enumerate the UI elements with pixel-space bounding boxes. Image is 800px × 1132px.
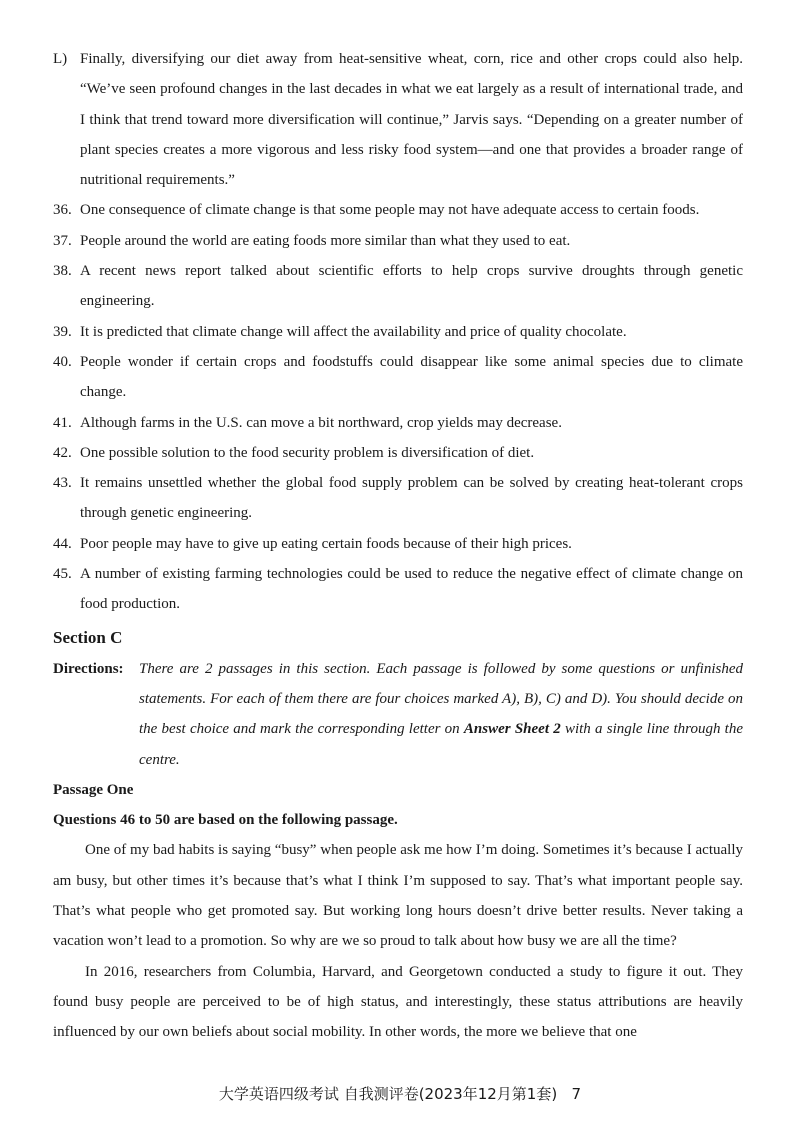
statement-number: 40. [53,353,72,370]
passage-paragraph: One of my bad habits is saying “busy” when people ask me how I’m doing. Sometimes it’s because I actually am busy, but other times it’s because that’s what I think I’m supposed to say. That’s what important people say. That’s what people who get promoted say. But working long hours doesn’t drive better results. Never taking a vacation won’t lead to a promotion. So why are we so proud to talk about how busy we are all the time? [53,842,743,950]
directions-text [139,654,743,775]
statement-text: People around the world are eating foods more similar than what they used to eat. [80,232,571,249]
statement-number: 42. [53,444,72,461]
statement-item [53,559,743,620]
statement-number: 37. [53,232,72,249]
page-content [53,44,743,1048]
statement-number: 38. [53,263,72,280]
statement-number: 36. [53,202,72,219]
statement-number: 41. [53,414,72,431]
directions-part-2: with a single line through the centre. [139,721,744,768]
directions-part-1: There are 2 passages in this section. Each passage is followed by some questions or unfinished statements. For each of them there are four choices marked A), B), C) and D). You should decide on the best choice and mark the corresponding letter on [139,660,743,738]
passage-subtitle: Questions 46 to 50 are based on the following passage. [53,812,398,829]
statement-text: It remains unsettled whether the global food supply problem can be solved by creating heat-tolerant crops through genetic engineering. [80,475,743,522]
statement-item [53,438,743,468]
paragraph-text: Finally, diversifying our diet away from heat-sensitive wheat, corn, rice and other crops could also help. “We’ve seen profound changes in the last decades in what we eat largely as a result of international trade, and I think that trend toward more diversification will continue,” Jarvis says. “Depending on a greater number of plant species creates a more vigorous and less risky food system—and one that provides a broader range of nutritional requirements.” [80,51,743,189]
statement-item [53,317,743,347]
statement-text: People wonder if certain crops and foodstuffs could disappear like some animal species due to climate change. [80,353,743,401]
footer-title: 大学英语四级考试 自我测评卷(2023年12月第1套) [218,1085,558,1103]
statement-text: One consequence of climate change is that some people may not have adequate access to certain foods. [80,202,700,219]
statement-item [53,468,743,529]
statement-number: 44. [53,535,72,552]
directions-label: Directions: [53,660,124,677]
passage-title: Passage One [53,781,134,798]
statement-text: Poor people may have to give up eating certain foods because of their high prices. [80,535,572,552]
statement-text: One possible solution to the food security problem is diversification of diet. [80,444,535,461]
statement-list [53,195,743,619]
statement-number: 43. [53,475,72,492]
statement-item [53,347,743,408]
answer-sheet-ref: Answer Sheet 2 [463,721,561,738]
paragraph-l [53,44,743,195]
statement-number: 45. [53,566,72,583]
statement-item [53,226,743,256]
page-footer [0,1079,800,1109]
statement-item [53,256,743,317]
statement-text: A number of existing farming technologies could be used to reduce the negative effect of climate change on food production. [80,566,743,613]
statement-text: Although farms in the U.S. can move a bit northward, crop yields may decrease. [80,414,562,431]
section-heading: Section C [53,627,123,647]
statement-item [53,529,743,559]
paragraph-label: L) [53,51,68,67]
directions [53,654,743,775]
statement-number: 39. [53,323,72,340]
page-number: 7 [571,1085,582,1103]
statement-text: A recent news report talked about scientific efforts to help crops survive droughts through genetic engineering. [80,263,743,310]
statement-item [53,195,743,225]
passage-paragraph: In 2016, researchers from Columbia, Harvard, and Georgetown conducted a study to figure it out. They found busy people are perceived to be of high status, and interestingly, these status attributions are heavily influenced by our own beliefs about social mobility. In other words, the more we believe that one [53,963,743,1041]
statement-text: It is predicted that climate change will affect the availability and price of quality chocolate. [80,323,627,340]
statement-item [53,408,743,438]
